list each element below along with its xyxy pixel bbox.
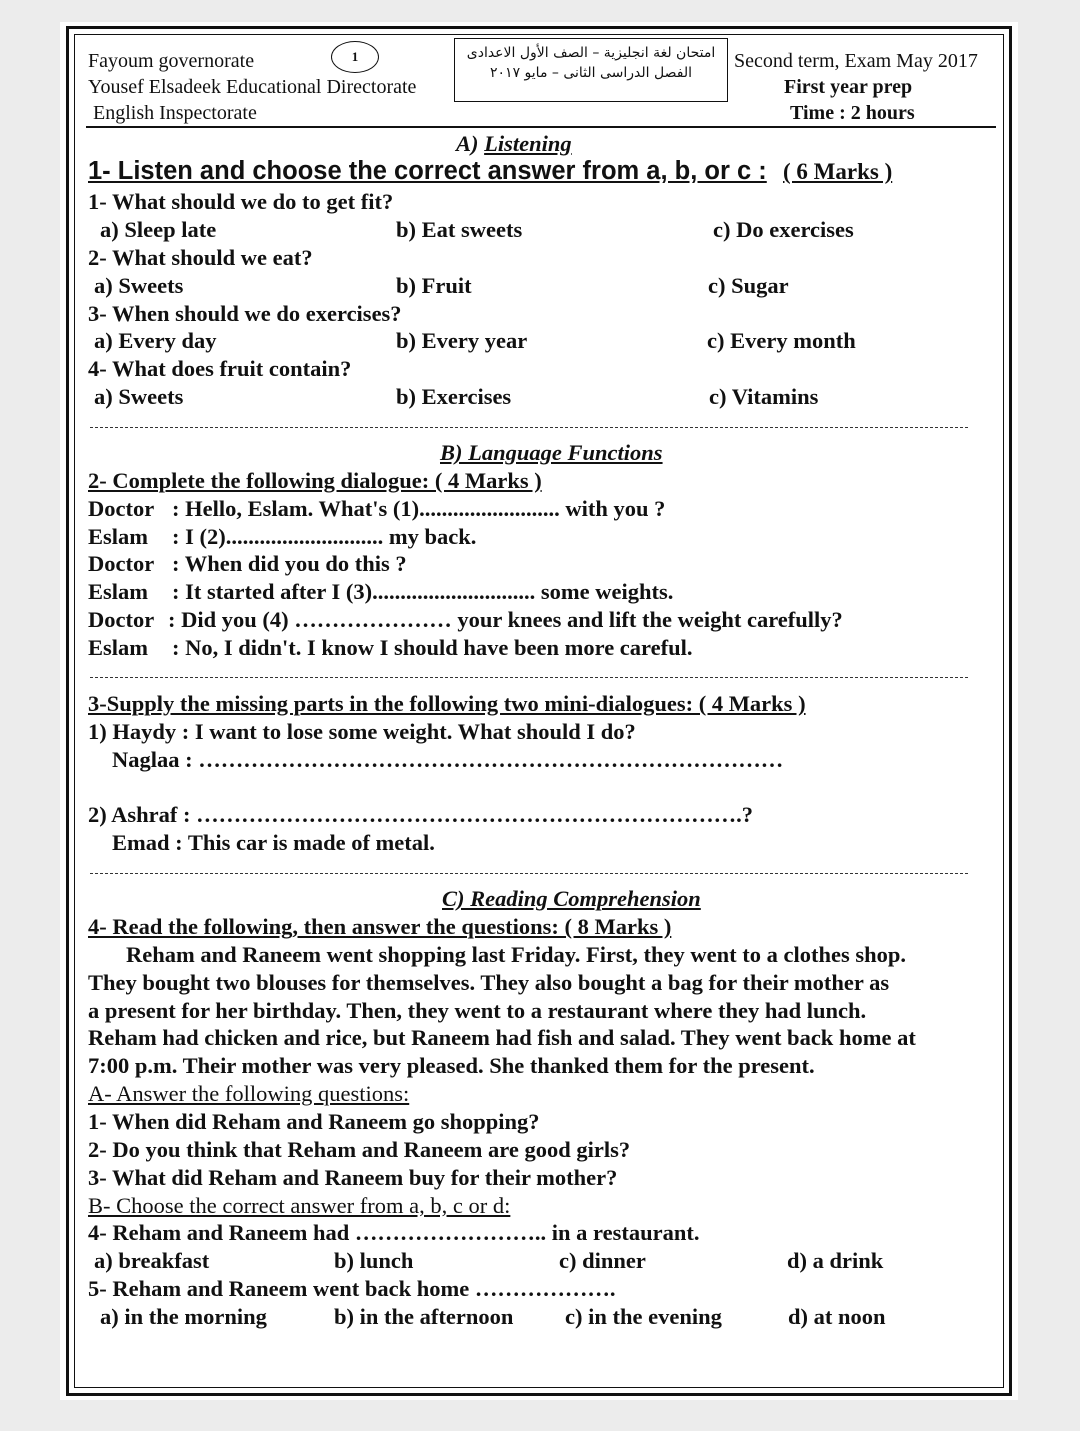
dialogue-line-1: : Hello, Eslam. What's (1)......................... with you ? [172,496,666,521]
reading-q5-option-d: d) at noon [788,1304,886,1329]
dialogue-speaker-3: Doctor [88,551,155,576]
section-a-title [456,131,572,157]
part-b-heading: B- Choose the correct answer from a, b, c or d: [88,1193,511,1218]
dialogue-line-4: : It started after I (3)............................. some weights. [172,579,674,604]
question-3-heading: 3-Supply the missing parts in the following two mini-dialogues: ( 4 Marks ) [88,691,806,716]
question-4-heading: 4- Read the following, then answer the questions: ( 8 Marks ) [88,914,672,939]
question-1-heading: 1- Listen and choose the correct answer from a, b, or c : [88,157,767,185]
passage-line: Reham had chicken and rice, but Raneem had fish and salad. They went back home at [88,1025,916,1050]
section-divider [90,677,968,678]
listening-q2-option-a: a) Sweets [94,273,184,298]
listening-q2-option-c: c) Sugar [708,273,789,298]
reading-q5-option-a: a) in the morning [100,1304,267,1329]
listening-q3: 3- When should we do exercises? [88,301,402,326]
page-number-badge: 1 [331,41,379,73]
section-divider [90,427,968,428]
section-c-title: C) Reading Comprehension [442,886,701,911]
arabic-title-line1: امتحان لغة انجليزية – الصف الأول الاعدادى [466,45,716,61]
dialogue-line-5: : Did you (4) ………………… your knees and lift the weight carefully? [168,607,843,632]
part-a-heading: A- Answer the following questions: [88,1081,410,1106]
reading-q4-option-a: a) breakfast [94,1248,210,1273]
dialogue-speaker-6: Eslam [88,635,149,660]
listening-q3-option-c: c) Every month [707,328,856,353]
arabic-title-line2: الفصل الدراسى الثانى – مايو ٢٠١٧ [490,65,692,81]
reading-q5-option-b: b) in the afternoon [334,1304,514,1329]
dialogue-line-6: : No, I didn't. I know I should have been more careful. [172,635,693,660]
listening-q1: 1- What should we do to get fit? [88,189,394,214]
section-b-title: B) Language Functions [440,440,663,465]
listening-q3-option-a: a) Every day [94,328,217,353]
reading-q4-option-c: c) dinner [559,1248,646,1273]
listening-q3-option-b: b) Every year [396,328,528,353]
question-1-marks: ( 6 Marks ) [783,159,893,184]
reading-q4-option-d: d) a drink [787,1248,884,1273]
reading-question-2: 2- Do you think that Reham and Raneem are good girls? [88,1137,631,1162]
header-directorate: Yousef Elsadeek Educational Directorate [88,76,417,98]
mini-dialogue-2-ashraf: 2) Ashraf : ……………………………………………………………….? [88,802,753,827]
listening-q1-option-a: a) Sleep late [100,217,217,242]
section-a-letter: A) [456,131,485,156]
reading-q5-option-c: c) in the evening [565,1304,722,1329]
passage-line: They bought two blouses for themselves. They also bought a bag for their mother as [88,970,890,995]
reading-question-1: 1- When did Reham and Raneem go shopping? [88,1109,540,1134]
dialogue-line-2: : I (2)............................ my back. [172,524,477,549]
listening-q4-option-b: b) Exercises [396,384,512,409]
reading-question-5: 5- Reham and Raneem went back home ………………. [88,1276,616,1301]
dialogue-speaker-5: Doctor [88,607,155,632]
header-divider [86,126,996,128]
section-a-name: Listening [484,131,572,156]
listening-q1-option-c: c) Do exercises [713,217,854,242]
mini-dialogue-1-naglaa: Naglaa : …………………………………………………………………… [112,747,784,772]
arabic-title-box [454,38,728,102]
question-2-heading: 2- Complete the following dialogue: ( 4 Marks ) [88,468,542,493]
listening-q2: 2- What should we eat? [88,245,313,270]
listening-q4-option-c: c) Vitamins [709,384,819,409]
listening-q1-option-b: b) Eat sweets [396,217,523,242]
dialogue-line-3: : When did you do this ? [172,551,407,576]
reading-q4-option-b: b) lunch [334,1248,414,1273]
dialogue-speaker-1: Doctor [88,496,155,521]
section-divider [90,873,968,874]
header-governorate: Fayoum governorate [88,50,255,72]
mini-dialogue-1-haydy: 1) Haydy : I want to lose some weight. What should I do? [88,719,636,744]
header-time: Time : 2 hours [790,102,915,124]
listening-q4-option-a: a) Sweets [94,384,184,409]
header-term: Second term, Exam May 2017 [734,50,978,72]
listening-q4: 4- What does fruit contain? [88,356,352,381]
reading-question-4: 4- Reham and Raneem had …………………….. in a restaurant. [88,1220,700,1245]
passage-line: a present for her birthday. Then, they went to a restaurant where they had lunch. [88,998,867,1023]
dialogue-speaker-2: Eslam [88,524,149,549]
mini-dialogue-2-emad: Emad : This car is made of metal. [112,830,435,855]
passage-line: 7:00 p.m. Their mother was very pleased. She thanked them for the present. [88,1053,815,1078]
dialogue-speaker-4: Eslam [88,579,149,604]
header-inspectorate: English Inspectorate [93,102,257,124]
reading-question-3: 3- What did Reham and Raneem buy for their mother? [88,1165,618,1190]
passage-line: Reham and Raneem went shopping last Friday. First, they went to a clothes shop. [126,942,907,967]
listening-q2-option-b: b) Fruit [396,273,472,298]
header-grade: First year prep [784,76,913,98]
